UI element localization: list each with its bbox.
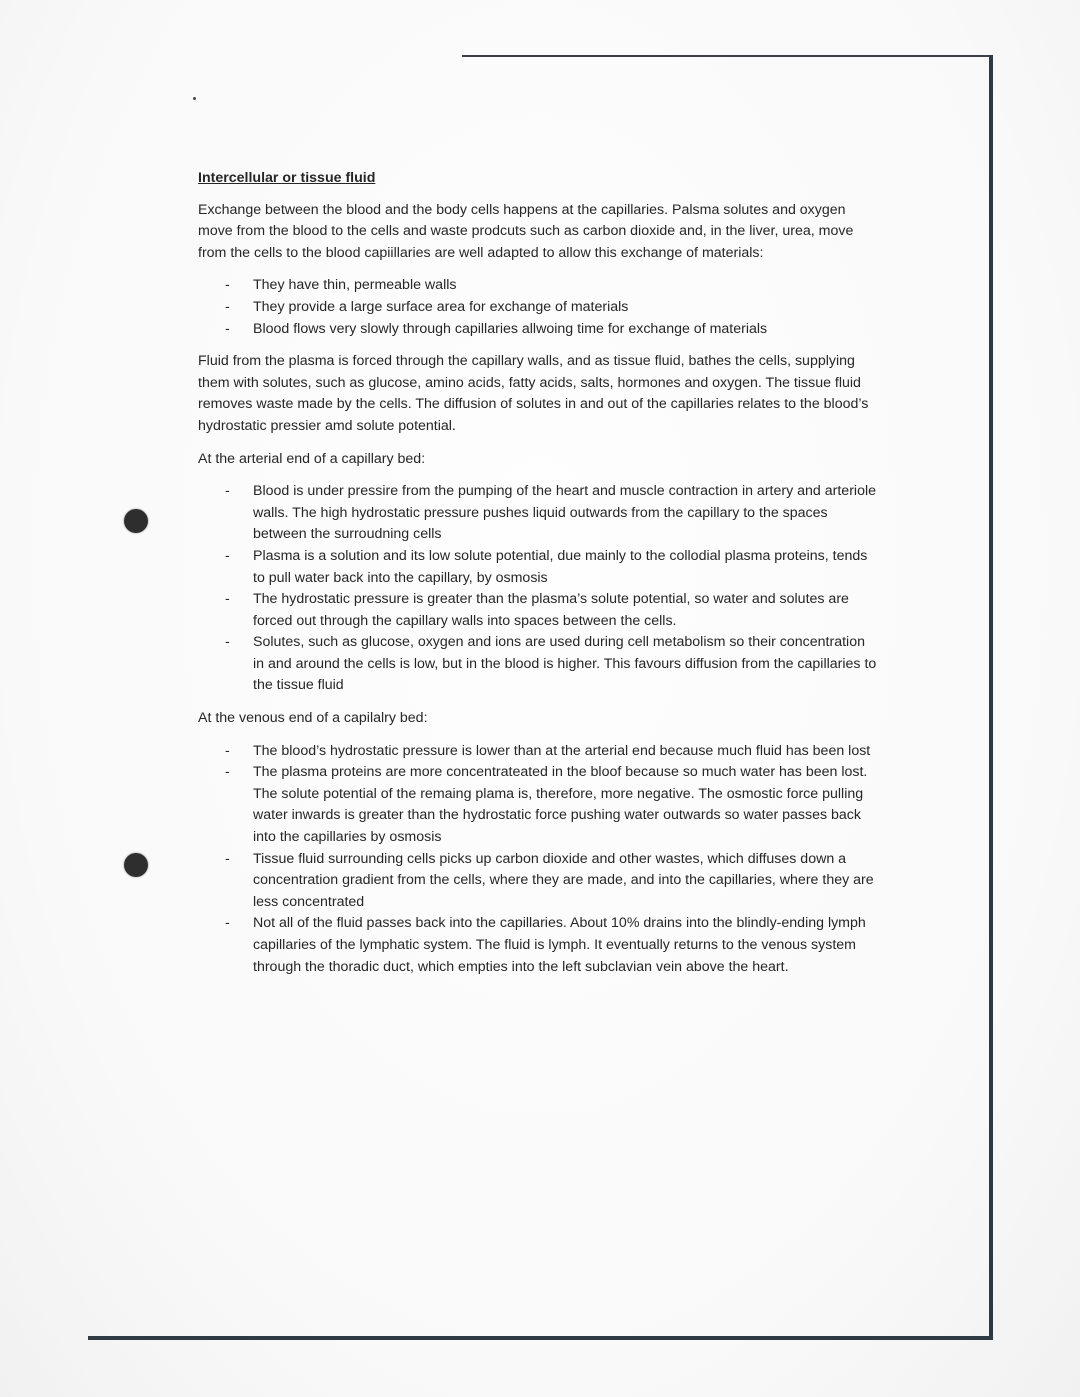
bullet-dash: - xyxy=(225,850,230,867)
paper-edge-bottom xyxy=(88,1336,993,1340)
list-item: - They have thin, permeable walls xyxy=(198,275,878,297)
arterial-list xyxy=(198,481,878,697)
bullet-dash: - xyxy=(225,298,230,315)
punch-hole-bottom xyxy=(124,853,148,877)
paper-speck xyxy=(193,97,196,100)
list-item: - Not all of the fluid passes back into the capillaries. About 10% drains into the blindly-ending lymph capillaries of the lymphatic system. The fluid is lymph. It eventually returns to the venous system through the thoradic duct, which empties into the left subclavian vein above the heart. xyxy=(225,915,866,975)
punch-hole-top xyxy=(124,509,148,533)
bullet-dash: - xyxy=(225,320,230,337)
list-item: - The plasma proteins are more concentrateated in the bloof because so much water has been lost. The solute potential of the remaing plama is, therefore, more negative. The osmostic force pulling water inwards is greater than the hydrostatic force pushing water outwards so water passes back into the capillaries by osmosis xyxy=(225,764,868,846)
bullet-dash: - xyxy=(225,483,230,500)
bullet-dash: - xyxy=(225,277,230,294)
bullet-dash: - xyxy=(225,742,230,759)
paper-edge-top xyxy=(462,55,992,57)
bullet-dash: - xyxy=(225,764,230,781)
list-item: - The hydrostatic pressure is greater than the plasma’s solute potential, so water and solutes are forced out through the capillary walls into spaces between the cells. xyxy=(225,591,849,629)
list-item: - Blood is under pressire from the pumping of the heart and muscle contraction in artery and arteriole walls. The high hydrostatic pressure pushes liquid outwards from the capillary to the spaces between the surroudning cells xyxy=(225,483,877,543)
bullet-dash: - xyxy=(225,591,230,608)
bullet-dash: - xyxy=(225,547,230,564)
bullet-dash: - xyxy=(225,634,230,651)
list-item: - The blood’s hydrostatic pressure is lower than at the arterial end because much fluid has been lost xyxy=(198,741,878,763)
venous-list xyxy=(198,741,878,979)
bullet-dash: - xyxy=(225,915,230,932)
list-item: - Solutes, such as glucose, oxygen and ions are used during cell metabolism so their concentration in and around the cells is low, but in the blood is higher. This favours diffusion from the capillaries to the tissue fluid xyxy=(225,634,877,694)
list-item: - Tissue fluid surrounding cells picks up carbon dioxide and other wastes, which diffuses down a concentration gradient from the cells, where they are made, and into the capillaries, where they are less concentrated xyxy=(225,850,874,910)
document-title: Intercellular or tissue fluid xyxy=(198,170,376,186)
adaptations-list xyxy=(198,275,878,340)
venous-heading: At the venous end of a capilalry bed: xyxy=(198,710,428,727)
paper-edge-right xyxy=(989,55,993,1340)
arterial-heading: At the arterial end of a capillary bed: xyxy=(198,450,426,467)
intro-paragraph: Exchange between the blood and the body cells happens at the capillaries. Palsma solutes and oxygen move from the blood to the cells and waste prodcuts such as carbon dioxide and, in the liver, urea, move from the cells to the blood capiillaries are well adapted to allow this exchange of materials: xyxy=(198,201,854,261)
list-item: - They provide a large surface area for exchange of materials xyxy=(198,297,878,319)
plasma-paragraph: Fluid from the plasma is forced through the capillary walls, and as tissue fluid, bathes the cells, supplying them with solutes, such as glucose, amino acids, fatty acids, salts, hormones and oxygen. The tissue fluid removes waste made by the cells. The diffusion of solutes in and out of the capillaries relates to the blood’s hydrostatic pressier amd solute potential. xyxy=(198,353,869,434)
document-body xyxy=(198,168,878,989)
list-item: - Blood flows very slowly through capillaries allwoing time for exchange of materials xyxy=(198,319,878,341)
list-item: - Plasma is a solution and its low solute potential, due mainly to the collodial plasma proteins, tends to pull water back into the capillary, by osmosis xyxy=(225,547,868,586)
